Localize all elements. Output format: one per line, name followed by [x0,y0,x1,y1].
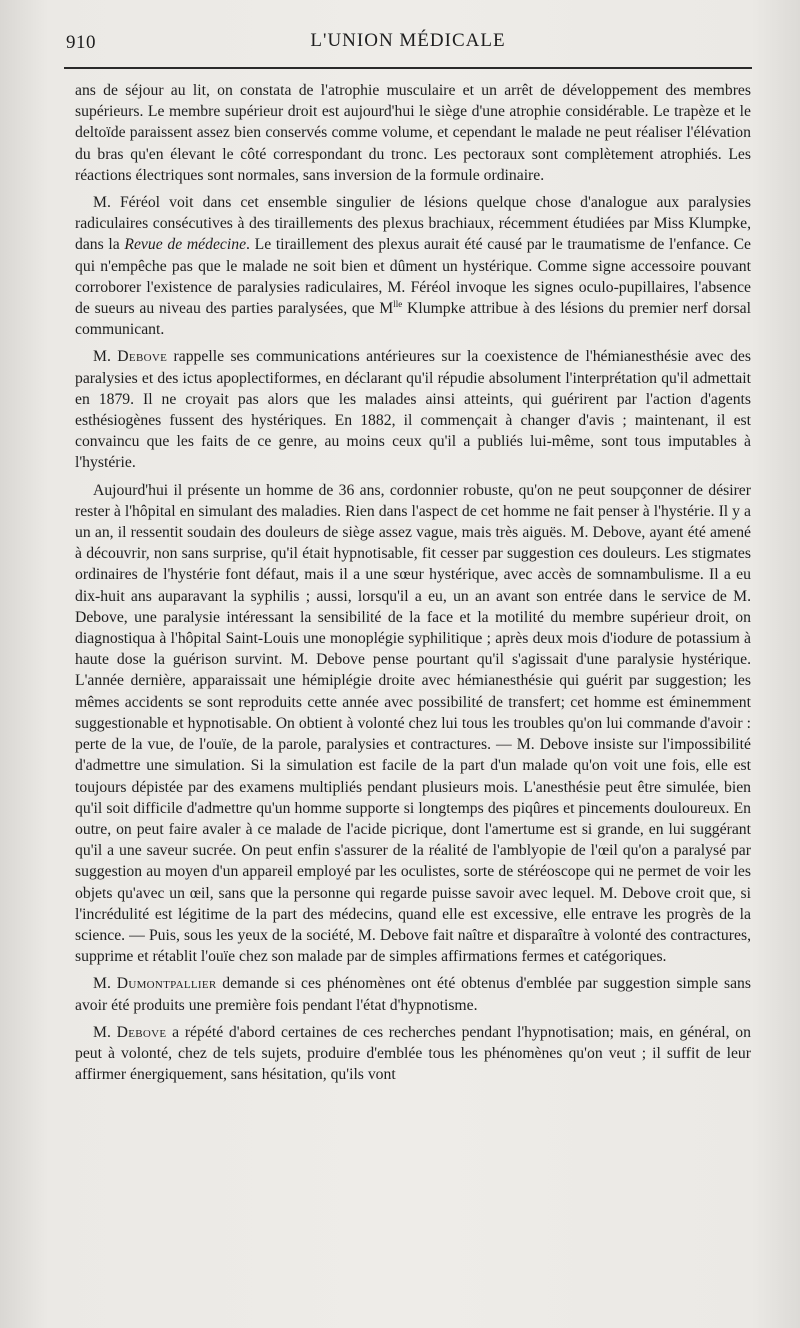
running-title: L'UNION MÉDICALE [310,30,506,51]
paragraph-3 [75,346,751,473]
paragraph-3-lead: M. [93,348,118,366]
paragraph-4-text: Aujourd'hui il présente un homme de 36 ans, cordonnier robuste, qu'on ne peut soupçonner de désirer rester à l'hôpital en simulant des maladies. Rien dans l'aspect de cet homme ne fait penser à l'hystérie. Il y a un an, il ressentit soudain des douleurs de siège assez vague, mais très aiguës. M. Debove, ayant été amené à découvrir, non sans surprise, qu'il était hypnotisable, fit cesser par suggestion ces douleurs. Les stigmates ordinaires de l'hystérie font défaut, mais il a une sœur hystérique, avec accès de somnambulisme. Il a eu dix-huit ans auparavant la syphilis ; aussi, lorsqu'il a eu, un an avant son entrée dans le service de M. Debove, une paralysie intéressant la sensibilité de la face et la motilité du membre supérieur droit, on diagnostiqua à l'hôpital Saint-Louis une monoplégie syphilitique ; après deux mois d'iodure de potassium à haute dose la guérison survint. M. Debove pense pourtant qu'il s'agissait d'une paralysie hystérique. L'année dernière, apparaissait une hémiplégie droite avec hémianesthésie qui guérit par suggestion; les mêmes accidents se sont reproduits cette année avec possibilité de transfert; cet homme est éminemment suggestionable et hypnotisable. On obtient à volonté chez lui tous les troubles qu'on lui commande d'avoir : perte de la vue, de l'ouïe, de la parole, paralysies et contractures. — M. Debove insiste sur l'impossibilité d'admettre une simulation. Si la simulation est facile de la part d'un malade qu'on voit une fois, elle est toujours dépistée par des examens multipliés pendant plusieurs mois. L'anesthésie peut être simulée, bien qu'il soit difficile d'admettre qu'un homme supporte si longtemps des piqûres et pincements douloureux. En outre, on peut faire avaler à ce malade de l'acide picrique, dont l'amertume est si grande, en lui suggérant qu'il a une saveur sucrée. On peut enfin s'assurer de la réalité de l'amblyopie de l'œil qu'on a paralysé par suggestion au moyen d'un appareil employé par les oculistes, sorte de stéréoscope qui ne permet de voir les objets qu'avec un œil, sans que la personne qui regarde puisse savoir avec lequel. M. Debove croit que, si l'incrédulité est légitime de la part des médecins, quand elle est excessive, elle entrave les progrès de la science. — Puis, sous les yeux de la société, M. Debove fait naître et disparaître à volonté des contractures, supprime et rétablit l'ouïe chez son malade par de simples affirmations fermes et catégoriques. [75,481,751,966]
paragraph-2-superscript: lle [393,298,403,309]
paragraph-2-text-c: Klumpke attribue à des lésions du premier nerf dorsal communicant. [75,300,752,339]
paragraph-3-speaker: Debove [117,348,168,366]
paragraph-6-text: a répété d'abord certaines de ces recherches pendant l'hypnotisation; mais, en général, on peut à volonté, chez de tels sujets, produire d'emblée tous les phénomènes qu'on veut ; il suffit de leur affirmer énergiquement, sans hésitation, qu'ils vont [75,1023,751,1084]
page-header [64,30,752,62]
paragraph-5-text: demande si ces phénomènes ont été obtenus d'emblée par suggestion simple sans avoir été produits une première fois pendant l'état d'hypnotisme. [75,975,751,1014]
paragraph-2-text-a: voit dans cet ensemble singulier de lésions quelque chose d'analogue aux paralysies radiculaires consécutives à des tiraillements des plexus brachiaux, récemment étudiées par Miss Klumpke, dans la [75,194,751,254]
paragraph-2-text-b: . Le tiraillement des plexus aurait été causé par le traumatisme de l'enfance. Ce qui n'empêche pas que le malade ne soit bien et dûment un hystérique. Comme signe accessoire pouvant corroborer l'existence de paralysies radiculaires, M. Féréol invoque les signes oculo-pupillaires, l'absence de sueurs au niveau des parties paralysées, que M [75,236,751,318]
paragraph-5 [75,973,751,1015]
paragraph-3-text: rappelle ses communications antérieures sur la coexistence de l'hémianesthésie avec des paralysies et des ictus apoplectiformes, en déclarant qu'il répudie absolument l'interprétation qu'il admettait en 1879. Il ne croyait pas alors que les malades ainsi atteints, qui guérirent par l'action d'agents esthésiogènes fussent des hystériques. En 1882, il commençait à changer d'avis ; maintenant, il est convaincu que les faits de ce genre, au moins ceux qu'il a publiés lui-même, sont tous imputables à l'hystérie. [75,348,751,472]
paragraph-6 [75,1022,751,1086]
paragraph-6-speaker: Debove [116,1023,167,1041]
paragraph-6-lead: M. [93,1023,117,1041]
article-body [75,80,751,1091]
paragraph-1-text: ans de séjour au lit, on constata de l'atrophie musculaire et un arrêt de développement des membres supérieurs. Le membre supérieur droit est aujourd'hui le siège d'une atrophie considérable. Le trapèze et le deltoïde paraissent assez bien conservés comme volume, et cependant le malade ne peut réaliser l'élévation du bras qu'en élevant le côté correspondant du tronc. Les pectoraux sont complètement atrophiés. Les réactions électriques sont normales, sans inversion de la formule ordinaire. [75,82,751,184]
header-rule [64,67,752,69]
paragraph-2-lead: M. Féréol [93,194,161,212]
paragraph-2-journal-ref: Revue de médecine [124,236,247,254]
paragraph-4 [75,480,751,968]
page-number: 910 [66,32,96,53]
paragraph-1 [75,80,751,186]
paragraph-2 [75,192,751,340]
paragraph-5-lead: M. [93,975,117,993]
paragraph-5-speaker: Dumontpallier [116,975,217,993]
